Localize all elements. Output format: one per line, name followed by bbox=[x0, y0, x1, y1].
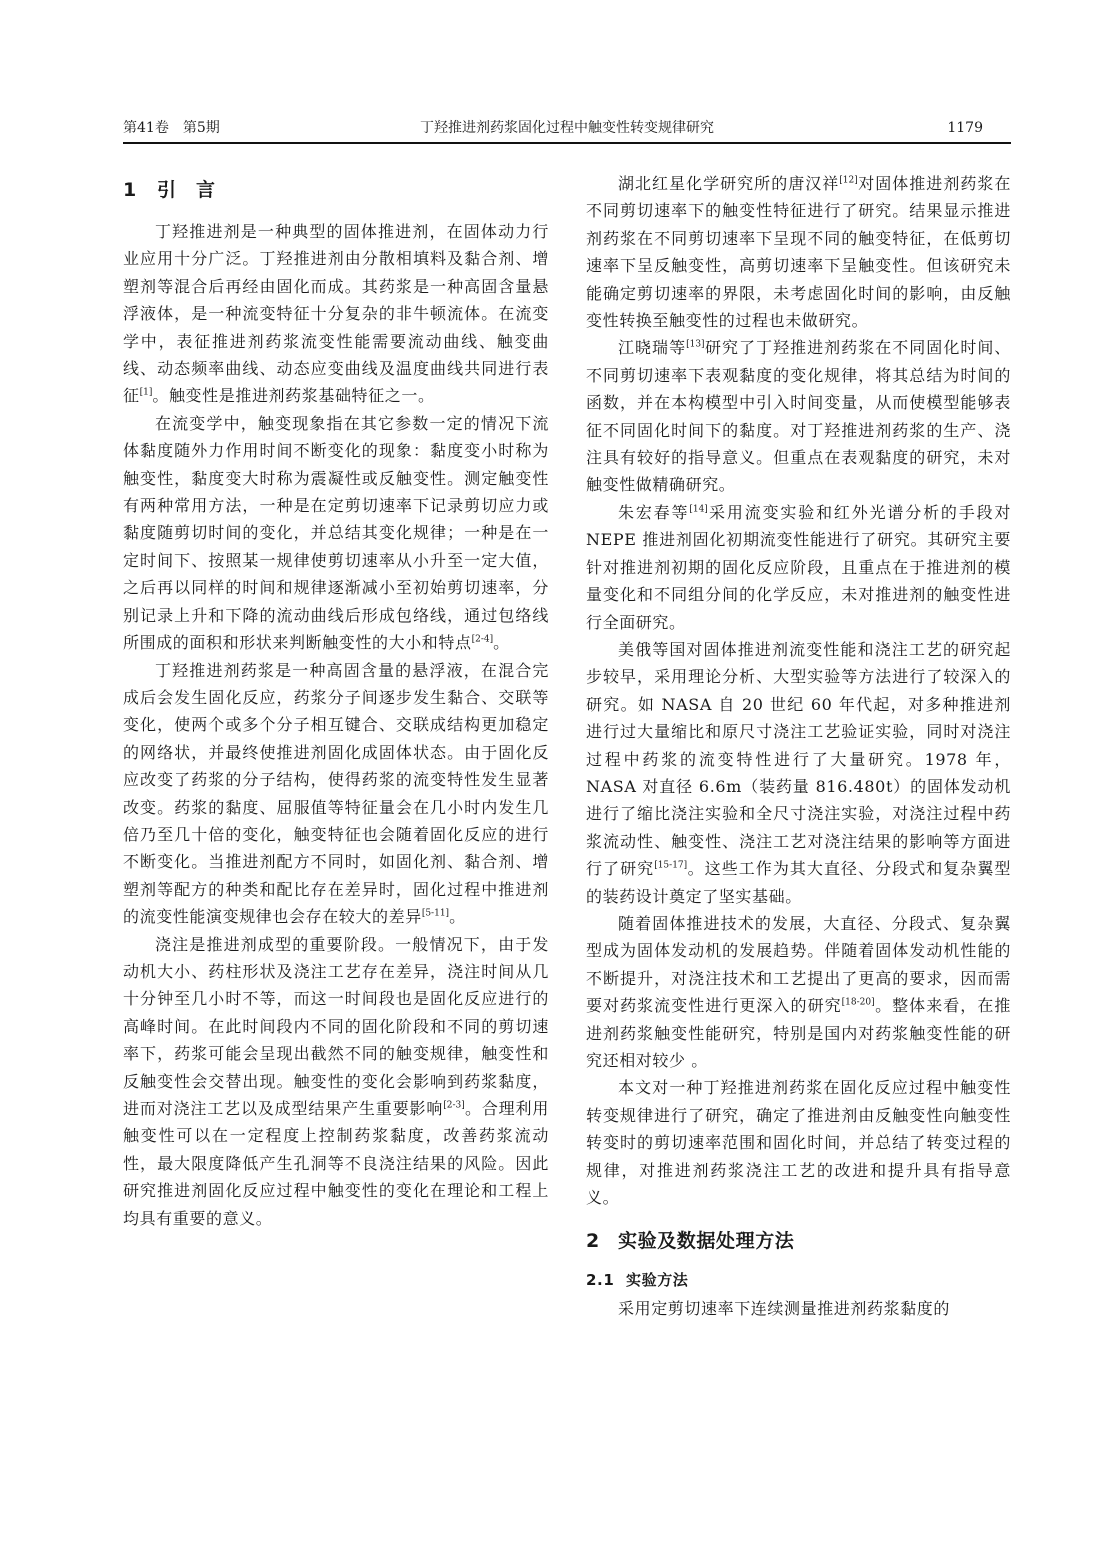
body-paragraph bbox=[123, 931, 549, 1232]
paragraph-text: 。整体来看，在推进剂药浆触变性能研究，特别是国内对药浆触变性能的研究还相对较少 。 bbox=[586, 996, 1011, 1070]
section-1-heading bbox=[123, 162, 549, 218]
running-header bbox=[123, 118, 1011, 140]
section-2-number: 2 bbox=[586, 1230, 600, 1253]
body-paragraph bbox=[586, 499, 1011, 636]
section-2-1-title: 实验方法 bbox=[626, 1271, 689, 1290]
body-paragraph bbox=[586, 1074, 1011, 1211]
paragraph-text: 在流变学中，触变现象指在其它参数一定的情况下流体黏度随外力作用时间不断变化的现象：黏度变小时称为触变性，黏度变大时称为震凝性或反触变性。测定触变性有两种常用方法，一种是在定剪切速率下记录剪切应力或黏度随剪切时间的变化，并总结其变化规律；一种是在一定时间下、按照某一规律使剪切速率从小升至一定大值，之后再以同样的时间和规律逐渐减小至初始剪切速率，分别记录上升和下降的流动曲线后形成包络线，通过包络线所围成的面积和形状来判断触变性的大小和特点 bbox=[123, 413, 549, 653]
left-body bbox=[123, 218, 549, 1232]
citation-ref: [2-3] bbox=[443, 1100, 465, 1111]
paragraph-text: 丁羟推进剂是一种典型的固体推进剂，在固体动力行业应用十分广泛。丁羟推进剂由分散相填料及黏合剂、增塑剂等混合后再经由固化而成。其药浆是一种高固含量悬浮液体，是一种流变特征十分复杂的非牛顿流体。在流变学中，表征推进剂药浆流变性能需要流动曲线、触变曲线、动态频率曲线、动态应变曲线及温度曲线共同进行表征 bbox=[123, 222, 549, 406]
header-rule bbox=[123, 142, 1011, 144]
body-paragraph bbox=[123, 657, 549, 931]
citation-ref: [14] bbox=[689, 504, 708, 515]
paragraph-text: 江晓瑞等 bbox=[618, 338, 687, 358]
paragraph-text: 美俄等国对固体推进剂流变性能和浇注工艺的研究起步较早，采用理论分析、大型实验等方法进行了较深入的研究。如 NASA 自 20 世纪 60 年代起，对多种推进剂进行过大量缩比和原尺寸浇注工艺验证实验，同时对浇注过程中药浆的流变特性进行了大量研究。1978 年，NASA 对直径 6.6m（装药量 816.480t）的固体发动机进行了缩比浇注实验和全尺寸浇注实验，对浇注过程中药浆流动性、触变性、浇注工艺对浇注结果的影响等方面进行了研究 bbox=[586, 639, 1011, 879]
body-paragraph bbox=[586, 334, 1011, 498]
citation-ref: [2-4] bbox=[471, 634, 494, 645]
paragraph-text: 采用定剪切速率下连续测量推进剂药浆黏度的 bbox=[618, 1299, 951, 1319]
citation-ref: [1] bbox=[139, 387, 153, 398]
citation-ref: [5-11] bbox=[421, 908, 450, 919]
paragraph-text: 。合理利用触变性可以在一定程度上控制药浆黏度，改善药浆流动性，最大限度降低产生孔洞等不良浇注结果的风险。因此研究推进剂固化反应过程中触变性的变化在理论和工程上均具有重要的意义。 bbox=[123, 1099, 549, 1228]
journal-volume-issue: 第41卷 第5期 bbox=[123, 120, 220, 136]
paragraph-text: 研究了丁羟推进剂药浆在不同固化时间、不同剪切速率下表观黏度的变化规律，将其总结为时间的函数，并在本构模型中引入时间变量，从而使模型能够表征不同固化时间下的黏度。对丁羟推进剂药浆的生产、浇注具有较好的指导意义。但重点在表观黏度的研究，未对触变性做精确研究。 bbox=[586, 338, 1011, 495]
section-2-1-heading bbox=[586, 1265, 1011, 1295]
body-paragraph bbox=[123, 218, 549, 410]
paragraph-text: 对固体推进剂药浆在不同剪切速率下的触变性特征进行了研究。结果显示推进剂药浆在不同剪切速率下呈现不同的触变特征，在低剪切速率下呈反触变性，高剪切速率下呈触变性。但该研究未能确定剪切速率的界限，未考虑固化时间的影响，由反触变性转换至触变性的过程也未做研究。 bbox=[586, 174, 1011, 331]
citation-ref: [15-17] bbox=[654, 860, 688, 871]
body-paragraph bbox=[586, 170, 1011, 334]
body-paragraph bbox=[586, 636, 1011, 910]
citation-ref: [13] bbox=[686, 339, 705, 350]
paragraph-text: 朱宏春等 bbox=[618, 502, 690, 522]
citation-ref: [12] bbox=[839, 175, 858, 186]
section-2-1-number: 2.1 bbox=[586, 1271, 615, 1290]
right-column bbox=[586, 170, 1011, 1323]
running-title: 丁羟推进剂药浆固化过程中触变性转变规律研究 bbox=[420, 120, 714, 136]
body-paragraph bbox=[586, 1295, 1011, 1322]
section-2-heading bbox=[586, 1217, 1011, 1265]
right-body bbox=[586, 170, 1011, 1211]
paragraph-text: 采用流变实验和红外光谱分析的手段对 NEPE 推进剂固化初期流变性能进行了研究。其研究主要针对推进剂初期的固化反应阶段，且重点在于推进剂的模量变化和不同组分间的化学反应，未对推进剂的触变性进行全面研究。 bbox=[586, 502, 1012, 632]
body-paragraph bbox=[586, 910, 1011, 1074]
paragraph-text: 。这些工作为其大直径、分段式和复杂翼型的装药设计奠定了坚实基础。 bbox=[586, 859, 1011, 906]
section-2-1-body bbox=[586, 1295, 1011, 1322]
paragraph-text: 。 bbox=[493, 633, 510, 653]
paragraph-text: 随着固体推进技术的发展，大直径、分段式、复杂翼型成为固体发动机的发展趋势。伴随着固体发动机性能的不断提升，对浇注技术和工艺提出了更高的要求，因而需要对药浆流变性进行更深入的研究 bbox=[586, 913, 1011, 1016]
paragraph-text: 本文对一种丁羟推进剂药浆在固化反应过程中触变性转变规律进行了研究，确定了推进剂由反触变性向触变性转变时的剪切速率范围和固化时间，并总结了转变过程的规律，对推进剂药浆浇注工艺的改进和提升具有指导意义。 bbox=[586, 1078, 1011, 1208]
paragraph-text: 。触变性是推进剂药浆基础特征之一。 bbox=[152, 386, 435, 406]
paragraph-text: 。 bbox=[449, 907, 466, 927]
paragraph-text: 湖北红星化学研究所的唐汉祥 bbox=[618, 174, 840, 193]
page-number: 1179 bbox=[947, 120, 983, 136]
citation-ref: [18-20] bbox=[841, 997, 875, 1008]
left-column bbox=[123, 170, 549, 1232]
paragraph-text: 丁羟推进剂药浆是一种高固含量的悬浮液，在混合完成后会发生固化反应，药浆分子间逐步发生黏合、交联等变化，使两个或多个分子相互键合、交联成结构更加稳定的网络状，并最终使推进剂固化成固体状态。由于固化反应改变了药浆的分子结构，使得药浆的流变特性发生显著改变。药浆的黏度、屈服值等特征量会在几小时内发生几倍乃至几十倍的变化，触变特征也会随着固化反应的进行不断变化。当推进剂配方不同时，如固化剂、黏合剂、增塑剂等配方的种类和配比存在差异时，固化过程中推进剂的流变性能演变规律也会存在较大的差异 bbox=[123, 660, 549, 927]
section-2-title: 实验及数据处理方法 bbox=[618, 1230, 795, 1253]
paragraph-text: 浇注是推进剂成型的重要阶段。一般情况下，由于发动机大小、药柱形状及浇注工艺存在差异，浇注时间从几十分钟至几小时不等，而这一时间段也是固化反应进行的高峰时间。在此时间段内不同的固化阶段和不同的剪切速率下，药浆可能会呈现出截然不同的触变规律，触变性和反触变性会交替出现。触变性的变化会影响到药浆黏度，进而对浇注工艺以及成型结果产生重要影响 bbox=[123, 934, 549, 1118]
section-1-number: 1 bbox=[123, 179, 137, 201]
body-paragraph bbox=[123, 410, 549, 657]
section-1-title: 引言 bbox=[157, 179, 236, 201]
